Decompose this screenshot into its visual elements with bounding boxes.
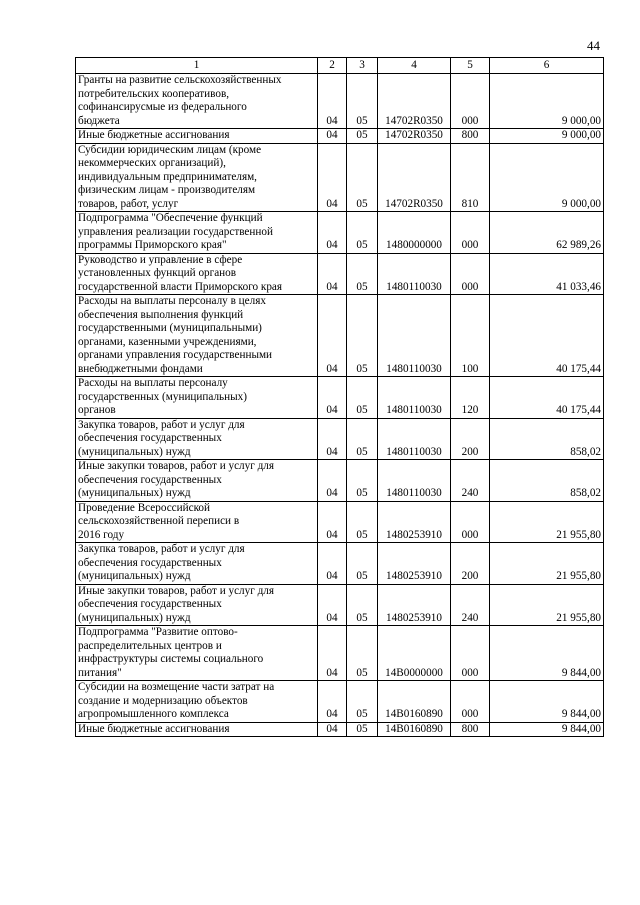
target-article-cell: 1480253910 xyxy=(378,543,451,585)
expense-type-cell: 200 xyxy=(451,543,490,585)
item-name-line: Расходы на выплаты персоналу xyxy=(78,377,228,389)
amount-cell: 21 955,80 xyxy=(490,584,604,626)
section-code-cell: 04 xyxy=(318,584,347,626)
item-name-line: программы Приморского края" xyxy=(78,239,227,251)
item-name-line: Иные закупки товаров, работ и услуг для xyxy=(78,460,275,472)
item-name-cell xyxy=(76,460,318,502)
item-name-line: внебюджетными фондами xyxy=(78,362,203,375)
item-name-cell xyxy=(76,74,318,129)
item-name-cell xyxy=(76,681,318,723)
subsection-code-cell: 05 xyxy=(347,681,378,723)
table-row xyxy=(76,253,604,295)
item-name-line: органами, казенными учреждениями, xyxy=(78,335,257,348)
item-name-line: обеспечения государственных xyxy=(78,473,222,486)
item-name-line: Субсидии на возмещение части затрат на xyxy=(78,681,275,693)
expense-type-cell: 800 xyxy=(451,722,490,737)
item-name-cell xyxy=(76,722,318,737)
item-name-cell xyxy=(76,253,318,295)
amount-cell: 9 844,00 xyxy=(490,722,604,737)
item-name-line: (муниципальных) нужд xyxy=(78,487,191,499)
header-cell: 5 xyxy=(451,58,490,74)
target-article-cell: 14В0160890 xyxy=(378,681,451,723)
table-row xyxy=(76,129,604,144)
table-row xyxy=(76,543,604,585)
target-article-cell: 14702R0350 xyxy=(378,143,451,212)
amount-cell: 9 844,00 xyxy=(490,681,604,723)
target-article-cell: 1480000000 xyxy=(378,212,451,254)
table-row xyxy=(76,74,604,129)
item-name-line: обеспечения выполнения функций xyxy=(78,308,244,321)
item-name-cell xyxy=(76,377,318,419)
target-article-cell: 1480110030 xyxy=(378,418,451,460)
item-name-line: обеспечения государственных xyxy=(78,432,222,444)
item-name-cell xyxy=(76,129,318,144)
subsection-code-cell: 05 xyxy=(347,74,378,129)
expense-type-cell: 000 xyxy=(451,626,490,681)
item-name-cell xyxy=(76,501,318,543)
item-name-line: агропромышленного комплекса xyxy=(78,708,229,720)
expense-type-cell: 000 xyxy=(451,501,490,543)
item-name-line: государственной власти Приморского края xyxy=(78,280,283,293)
section-code-cell: 04 xyxy=(318,253,347,295)
target-article-cell: 14В0000000 xyxy=(378,626,451,681)
target-article-cell: 14В0160890 xyxy=(378,722,451,737)
target-article-cell: 1480253910 xyxy=(378,584,451,626)
target-article-cell: 1480253910 xyxy=(378,501,451,543)
section-code-cell: 04 xyxy=(318,377,347,419)
subsection-code-cell: 05 xyxy=(347,129,378,144)
table-row xyxy=(76,212,604,254)
header-cell: 1 xyxy=(76,58,318,74)
subsection-code-cell: 05 xyxy=(347,460,378,502)
header-cell: 4 xyxy=(378,58,451,74)
table-row xyxy=(76,143,604,212)
item-name-line: Субсидии юридическим лицам (кроме xyxy=(78,143,262,156)
section-code-cell: 04 xyxy=(318,418,347,460)
section-code-cell: 04 xyxy=(318,626,347,681)
amount-cell: 9 000,00 xyxy=(490,143,604,212)
item-name-line: государственных (муниципальных) xyxy=(78,390,247,403)
subsection-code-cell: 05 xyxy=(347,253,378,295)
item-name-line: индивидуальным предпринимателям, xyxy=(78,170,257,183)
item-name-line: Подпрограмма "Обеспечение функций xyxy=(78,212,263,224)
expense-type-cell: 810 xyxy=(451,143,490,212)
item-name-cell xyxy=(76,212,318,254)
item-name-line: бюджета xyxy=(78,114,120,127)
item-name-cell xyxy=(76,418,318,460)
table-row xyxy=(76,626,604,681)
table-row xyxy=(76,460,604,502)
amount-cell: 21 955,80 xyxy=(490,543,604,585)
table-row xyxy=(76,377,604,419)
expense-type-cell: 240 xyxy=(451,584,490,626)
table-row xyxy=(76,418,604,460)
amount-cell: 62 989,26 xyxy=(490,212,604,254)
table-row xyxy=(76,295,604,377)
target-article-cell: 14702R0350 xyxy=(378,74,451,129)
item-name-line: государственными (муниципальными) xyxy=(78,322,262,334)
expense-type-cell: 000 xyxy=(451,212,490,254)
section-code-cell: 04 xyxy=(318,295,347,377)
item-name-line: (муниципальных) нужд xyxy=(78,445,191,458)
subsection-code-cell: 05 xyxy=(347,722,378,737)
target-article-cell: 1480110030 xyxy=(378,377,451,419)
subsection-code-cell: 05 xyxy=(347,295,378,377)
item-name-cell xyxy=(76,295,318,377)
item-name-line: распределительных центров и xyxy=(78,639,222,652)
item-name-line: создание и модернизацию объектов xyxy=(78,694,248,707)
item-name-line: установленных функций органов xyxy=(78,267,237,279)
target-article-cell: 1480110030 xyxy=(378,253,451,295)
expense-type-cell: 800 xyxy=(451,129,490,144)
expense-type-cell: 000 xyxy=(451,681,490,723)
item-name-line: Руководство и управление в сфере xyxy=(78,253,243,266)
amount-cell: 41 033,46 xyxy=(490,253,604,295)
subsection-code-cell: 05 xyxy=(347,584,378,626)
item-name-line: товаров, работ, услуг xyxy=(78,197,179,210)
expense-type-cell: 120 xyxy=(451,377,490,419)
item-name-line: физическим лицам - производителям xyxy=(78,184,256,196)
section-code-cell: 04 xyxy=(318,460,347,502)
expense-type-cell: 000 xyxy=(451,253,490,295)
amount-cell: 858,02 xyxy=(490,460,604,502)
item-name-line: органами управления государственными xyxy=(78,349,273,361)
target-article-cell: 1480110030 xyxy=(378,460,451,502)
subsection-code-cell: 05 xyxy=(347,543,378,585)
subsection-code-cell: 05 xyxy=(347,212,378,254)
budget-table xyxy=(75,57,604,737)
item-name-line: потребительских кооперативов, xyxy=(78,87,230,100)
header-cell: 2 xyxy=(318,58,347,74)
amount-cell: 40 175,44 xyxy=(490,295,604,377)
item-name-line: Иные закупки товаров, работ и услуг для xyxy=(78,584,275,597)
item-name-cell xyxy=(76,143,318,212)
amount-cell: 858,02 xyxy=(490,418,604,460)
subsection-code-cell: 05 xyxy=(347,143,378,212)
table-row xyxy=(76,722,604,737)
item-name-line: (муниципальных) нужд xyxy=(78,611,191,624)
item-name-line: Подпрограмма "Развитие оптово- xyxy=(78,626,238,638)
header-cell: 6 xyxy=(490,58,604,74)
section-code-cell: 04 xyxy=(318,74,347,129)
item-name-line: управления реализации государственной xyxy=(78,225,273,238)
amount-cell: 21 955,80 xyxy=(490,501,604,543)
item-name-line: софинансирусмые из федерального xyxy=(78,101,247,113)
subsection-code-cell: 05 xyxy=(347,501,378,543)
item-name-line: органов xyxy=(78,404,116,416)
item-name-line: Закупка товаров, работ и услуг для xyxy=(78,418,245,431)
expense-type-cell: 200 xyxy=(451,418,490,460)
expense-type-cell: 100 xyxy=(451,295,490,377)
item-name-line: (муниципальных) нужд xyxy=(78,570,191,582)
target-article-cell: 14702R0350 xyxy=(378,129,451,144)
item-name-line: Иные бюджетные ассигнования xyxy=(78,722,230,735)
item-name-line: Закупка товаров, работ и услуг для xyxy=(78,543,245,555)
expense-type-cell: 240 xyxy=(451,460,490,502)
item-name-line: Гранты на развитие сельскохозяйственных xyxy=(78,74,282,86)
section-code-cell: 04 xyxy=(318,543,347,585)
table-row xyxy=(76,681,604,723)
item-name-cell xyxy=(76,543,318,585)
item-name-line: питания" xyxy=(78,666,122,679)
item-name-line: Проведение Всероссийской xyxy=(78,501,211,514)
item-name-line: обеспечения государственных xyxy=(78,556,222,569)
section-code-cell: 04 xyxy=(318,501,347,543)
item-name-line: 2016 году xyxy=(78,528,125,541)
target-article-cell: 1480110030 xyxy=(378,295,451,377)
item-name-line: некоммерческих организаций), xyxy=(78,157,226,169)
item-name-cell xyxy=(76,584,318,626)
table-row xyxy=(76,584,604,626)
item-name-line: Иные бюджетные ассигнования xyxy=(78,129,230,141)
item-name-line: Расходы на выплаты персоналу в целях xyxy=(78,295,266,307)
item-name-line: инфраструктуры системы социального xyxy=(78,653,264,665)
section-code-cell: 04 xyxy=(318,143,347,212)
section-code-cell: 04 xyxy=(318,212,347,254)
amount-cell: 9 844,00 xyxy=(490,626,604,681)
section-code-cell: 04 xyxy=(318,129,347,144)
amount-cell: 9 000,00 xyxy=(490,129,604,144)
section-code-cell: 04 xyxy=(318,681,347,723)
amount-cell: 9 000,00 xyxy=(490,74,604,129)
amount-cell: 40 175,44 xyxy=(490,377,604,419)
table-row xyxy=(76,501,604,543)
section-code-cell: 04 xyxy=(318,722,347,737)
item-name-cell xyxy=(76,626,318,681)
header-cell: 3 xyxy=(347,58,378,74)
page-number: 44 xyxy=(587,38,600,53)
item-name-line: сельскохозяйственной переписи в xyxy=(78,515,240,527)
subsection-code-cell: 05 xyxy=(347,626,378,681)
subsection-code-cell: 05 xyxy=(347,377,378,419)
item-name-line: обеспечения государственных xyxy=(78,598,222,610)
table-header-row xyxy=(76,58,604,74)
expense-type-cell: 000 xyxy=(451,74,490,129)
subsection-code-cell: 05 xyxy=(347,418,378,460)
